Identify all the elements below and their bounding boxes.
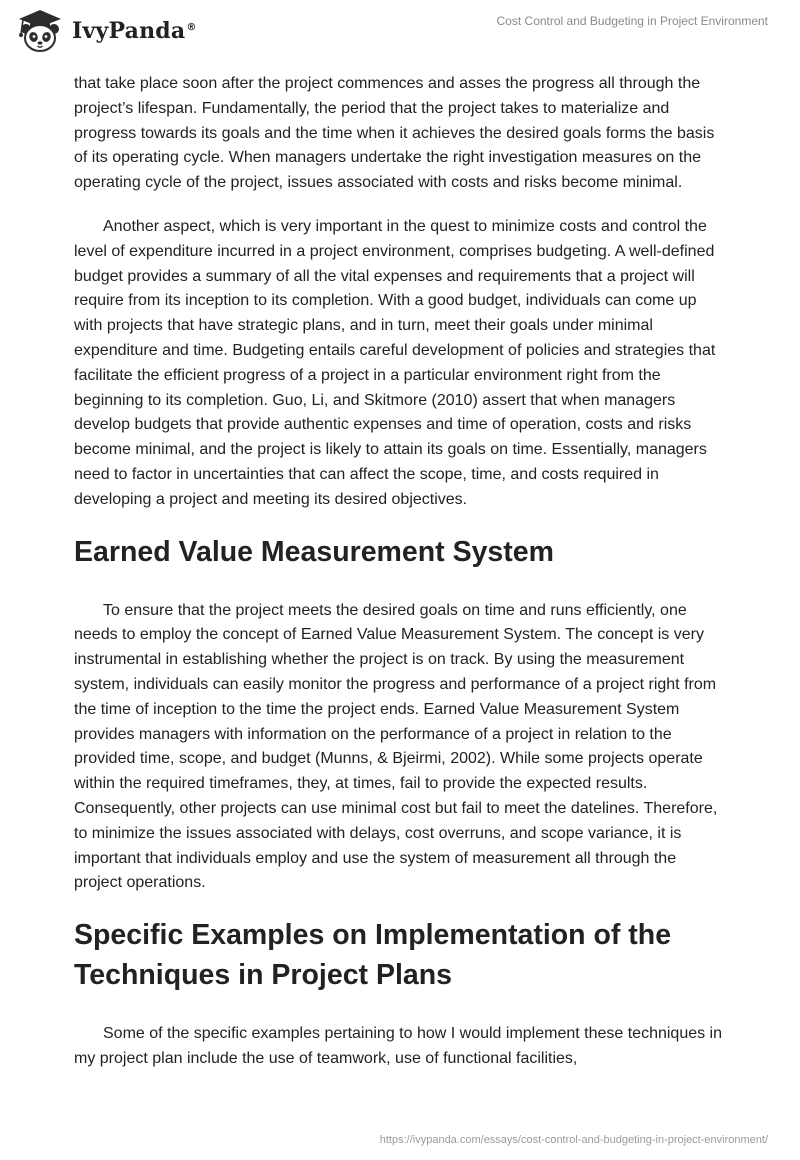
brand-name-text: IvyPanda xyxy=(72,18,186,44)
paragraph: Another aspect, which is very important in the quest to minimize costs and control the level of expenditure incurred in a project environment, comprises budgeting. A well-defined budget provides a summary of all the vital expenses and requirements that a project will require from its inception to its completion. With a good budget, individuals can come up with projects that have strategic plans, and in turn, meet their goals under minimal expenditure and time. Budgeting entails careful development of policies and strategies that facilitate the efficient progress of a project in a particular environment right from the beginning to its completion. Guo, Li, and Skitmore (2010) assert that when managers develop budgets that provide authentic expenses and time of operation, costs and risks become minimal, and the project is likely to attain its goals on time. Essentially, managers need to factor in uncertainties that can affect the scope, time, and costs required in developing a project and meeting its desired objectives. xyxy=(74,217,716,508)
essay-body xyxy=(74,72,728,1091)
brand-name xyxy=(72,18,197,44)
source-url[interactable]: https://ivypanda.com/essays/cost-control-and-budgeting-in-project-environment/ xyxy=(379,1134,768,1146)
registered-mark: ® xyxy=(186,21,197,33)
page-header xyxy=(0,0,800,60)
brand-logo[interactable] xyxy=(14,8,197,54)
document-title: Cost Control and Budgeting in Project Environment xyxy=(496,14,768,28)
paragraph: that take place soon after the project commences and asses the progress all through the project’s lifespan. Fundamentally, the period that the project takes to materialize and progress towards its goals and the time when it achieves the desired goals forms the basis of its operating cycle. When managers undertake the right investigation measures on the operating cycle of the project, issues associated with costs and risks become minimal. xyxy=(74,75,715,192)
section-heading: Specific Examples on Implementation of the Techniques in Project Plans xyxy=(74,919,672,992)
section-heading: Earned Value Measurement System xyxy=(74,535,554,568)
paragraph: Some of the specific examples pertaining to how I would implement these techniques in my project plan include the use of teamwork, use of functional facilities, xyxy=(74,1025,723,1067)
panda-graduation-cap-icon xyxy=(14,8,66,54)
paragraph: To ensure that the project meets the desired goals on time and runs efficiently, one needs to employ the concept of Earned Value Measurement System. The concept is very instrumental in establishing whether the project is on track. By using the measurement system, individuals can easily monitor the progress and performance of a project right from the time of inception to the time the project ends. Earned Value Measurement System provides managers with information on the performance of a project in relation to the provided time, scope, and budget (Munns, & Bjeirmi, 2002). While some projects operate within the required timeframes, they, at times, fail to provide the expected results. Consequently, other projects can use minimal cost but fail to meet the datelines. Therefore, to minimize the issues associated with delays, cost overruns, and scope variance, it is important that individuals employ and use the system of measurement all through the project operations. xyxy=(74,601,718,892)
